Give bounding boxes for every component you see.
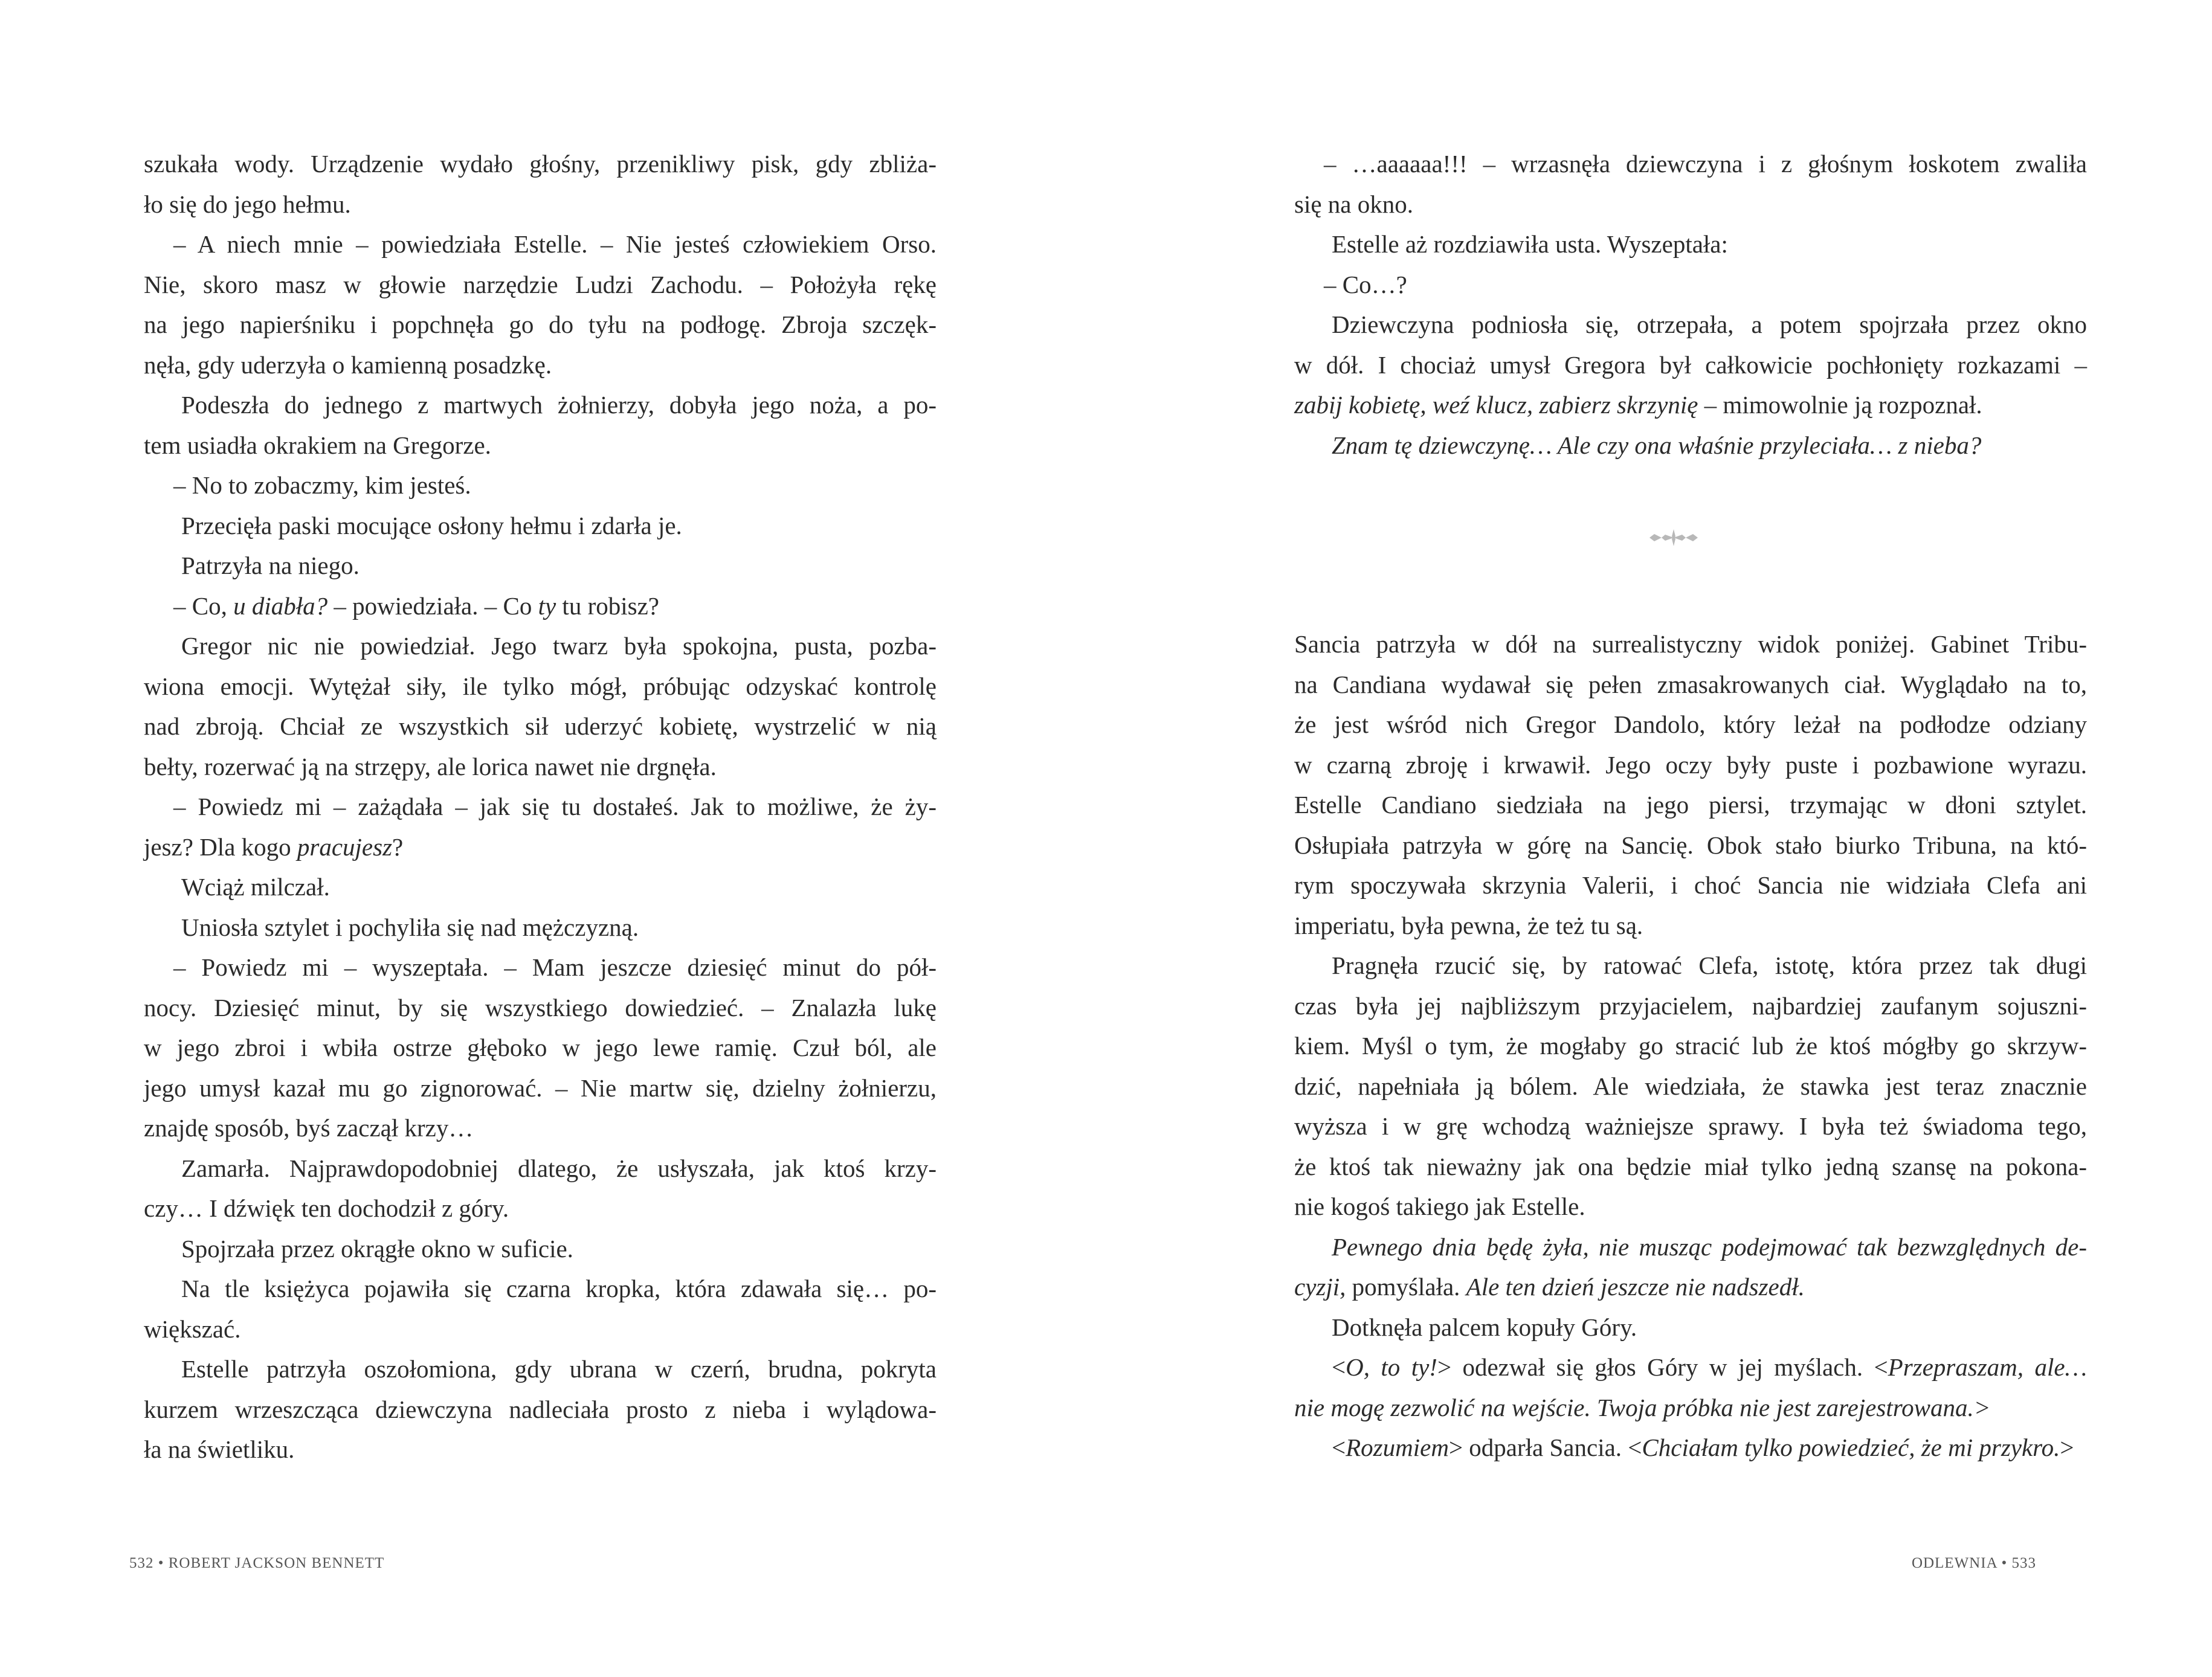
text-line: na jego napierśniku i popchnęła go do tyłu na podłogę. Zbroja szczęk- xyxy=(144,311,937,338)
text-line: – No to zobaczmy, kim jesteś. xyxy=(173,471,471,499)
text-line: na Candiana wydawał się pełen zmasakrowanych ciał. Wyglądało na to, xyxy=(1294,670,2087,698)
text-line: Pewnego dnia będę żyła, nie musząc podejmować tak bezwzględnych de- xyxy=(1332,1232,2087,1261)
italic-text: O, to ty! xyxy=(1346,1353,1437,1381)
text-segment: > odezwał się głos Góry w jej myślach. < xyxy=(1437,1353,1888,1381)
text-segment: ? xyxy=(392,832,404,861)
text-line xyxy=(144,586,937,626)
text-line xyxy=(1294,1267,2087,1307)
text-line: nie mogę zezwolić na wejście. Twoja próbka nie jest zarejestrowana.> xyxy=(1294,1393,1991,1421)
italic-text: Rozumiem xyxy=(1346,1434,1449,1461)
right-page-text-top xyxy=(1294,144,2087,465)
text-line: wyższa i w grę wchodzą ważniejsze sprawy. I była też świadoma tego, xyxy=(1294,1112,2087,1140)
text-line: Pragnęła rzucić się, by ratować Clefa, istotę, która przez tak długi xyxy=(1332,951,2087,979)
text-segment: – Co, xyxy=(173,591,234,620)
text-line: szukała wody. Urządzenie wydało głośny, przenikliwy pisk, gdy zbliża- xyxy=(144,150,937,178)
text-line: że jest wśród nich Gregor Dandolo, który leżał na podłodze odziany xyxy=(1294,710,2087,738)
text-line: Uniosła sztylet i pochyliła się nad mężczyzną. xyxy=(181,913,639,941)
text-line: Nie, skoro masz w głowie narzędzie Ludzi Zachodu. – Położyła rękę xyxy=(144,270,937,298)
text-line: Dziewczyna podniosła się, otrzepała, a potem spojrzała przez okno xyxy=(1332,311,2087,338)
text-segment: jesz? Dla kogo xyxy=(144,832,297,861)
text-line: – Powiedz mi – wyszeptała. – Mam jeszcze dziesięć minut do pół- xyxy=(173,953,937,981)
text-segment: < xyxy=(1332,1353,1346,1381)
text-line: Sancia patrzyła w dół na surrealistyczny widok poniżej. Gabinet Tribu- xyxy=(1294,630,2087,658)
text-line: większać. xyxy=(144,1315,241,1343)
text-line: Wciąż milczał. xyxy=(181,873,330,901)
text-segment: > xyxy=(2060,1434,2074,1461)
text-line: kiem. Myśl o tym, że mogłaby go stracić lub że ktoś mógłby go skrzyw- xyxy=(1294,1032,2087,1060)
text-line: że ktoś tak nieważny jak ona będzie miał tylko jedną szansę na pokona- xyxy=(1294,1152,2087,1180)
italic-text: u diabła? xyxy=(233,591,328,620)
right-page-footer: ODLEWNIA • 533 xyxy=(1911,1555,2036,1571)
italic-text: Chciałam tylko powiedzieć, że mi przykro. xyxy=(1642,1434,2060,1461)
text-segment: – powiedziała. – Co xyxy=(327,591,538,620)
text-line: – A niech mnie – powiedziała Estelle. – Nie jesteś człowiekiem Orso. xyxy=(173,230,937,258)
text-line: Dotknęła palcem kopuły Góry. xyxy=(1332,1313,1637,1341)
text-line xyxy=(1294,1428,2087,1468)
text-line: Gregor nic nie powiedział. Jego twarz była spokojna, pusta, pozba- xyxy=(181,632,937,660)
text-line: imperiatu, była pewna, że też tu są. xyxy=(1294,911,1643,939)
text-line: Znam tę dziewczynę… Ale czy ona właśnie przyleciała… z nieba? xyxy=(1332,431,1982,459)
text-line: nęła, gdy uderzyła o kamienną posadzkę. xyxy=(144,350,552,379)
italic-text: ty xyxy=(538,591,556,620)
text-line: Estelle patrzyła oszołomiona, gdy ubrana w czerń, brudna, pokryta xyxy=(181,1355,937,1383)
text-line: w dół. I chociaż umysł Gregora był całkowicie pochłonięty rozkazami – xyxy=(1294,350,2087,379)
text-line: nie kogoś takiego jak Estelle. xyxy=(1294,1193,1585,1220)
italic-text: Przepraszam, ale… xyxy=(1888,1353,2087,1381)
text-line: – Co…? xyxy=(1324,270,1407,298)
right-page xyxy=(1106,0,2212,1677)
text-segment: pomyślała. xyxy=(1346,1273,1466,1301)
text-line: dzić, napełniała ją bólem. Ale wiedziała, że stawka jest teraz znacznie xyxy=(1294,1072,2087,1100)
text-line: Patrzyła na niego. xyxy=(181,552,360,579)
text-line: w czarną zbroję i krwawił. Jego oczy były puste i pozbawione wyrazu. xyxy=(1294,750,2087,779)
text-line: rym spoczywała skrzynia Valerii, i choć Sancia nie widziała Clefa ani xyxy=(1294,871,2087,899)
text-line: czas była jej najbliższym przyjacielem, najbardziej zaufanym sojuszni- xyxy=(1294,991,2087,1020)
italic-text: pracujesz xyxy=(297,832,393,861)
left-page-text xyxy=(144,144,937,1470)
text-line: Przecięła paski mocujące osłony hełmu i zdarła je. xyxy=(181,511,682,539)
text-line: ło się do jego hełmu. xyxy=(144,190,351,218)
text-segment: – mimowolnie ją rozpoznał. xyxy=(1698,391,1982,419)
text-line xyxy=(144,827,937,867)
text-line: Zamarła. Najprawdopodobniej dlatego, że usłyszała, jak ktoś krzy- xyxy=(181,1154,937,1182)
text-line: Estelle aż rozdziawiła usta. Wyszeptała: xyxy=(1332,230,1728,258)
text-line: bełty, rozerwać ją na strzępy, ale lorica nawet nie drgnęła. xyxy=(144,752,717,781)
text-segment: tu robisz? xyxy=(556,591,659,620)
text-line: Estelle Candiano siedziała na jego piersi, trzymając w dłoni sztylet. xyxy=(1294,791,2087,819)
right-page-text-bottom xyxy=(1294,624,2087,1468)
italic-text: Ale ten dzień jeszcze nie nadszedł. xyxy=(1466,1273,1805,1301)
text-line: się na okno. xyxy=(1294,190,1413,218)
section-break-ornament xyxy=(1643,526,1704,550)
text-line: Na tle księżyca pojawiła się czarna kropka, która zdawała się… po- xyxy=(181,1275,937,1302)
text-line: – …aaaaaa!!! – wrzasnęła dziewczyna i z głośnym łoskotem zwaliła xyxy=(1324,150,2087,178)
left-page-footer: 532 • ROBERT JACKSON BENNETT xyxy=(129,1555,385,1571)
text-segment: > odparła Sancia. < xyxy=(1448,1434,1642,1461)
text-line: tem usiadła okrakiem na Gregorze. xyxy=(144,431,491,459)
text-line: w jego zbroi i wbiła ostrze głęboko w jego lewe ramię. Czuł ból, ale xyxy=(144,1034,937,1061)
text-line: wiona emocji. Wytężał siły, ile tylko mógł, próbując odzyskać kontrolę xyxy=(144,672,937,700)
text-line: Osłupiała patrzyła w górę na Sancię. Obok stało biurko Tribuna, na któ- xyxy=(1294,831,2087,859)
text-line xyxy=(1294,1347,2087,1388)
italic-text: zabij kobietę, weź klucz, zabierz skrzynię xyxy=(1294,391,1698,419)
text-line: Spojrzała przez okrągłe okno w suficie. xyxy=(181,1234,573,1263)
text-line xyxy=(1294,385,2087,425)
text-line: – Powiedz mi – zażądała – jak się tu dostałeś. Jak to możliwe, że ży- xyxy=(173,793,937,820)
text-line: nocy. Dziesięć minut, by się wszystkiego dowiedzieć. – Znalazła lukę xyxy=(144,993,937,1022)
text-segment: < xyxy=(1332,1434,1346,1461)
text-line: jego umysł kazał mu go zignorować. – Nie martw się, dzielny żołnierzu, xyxy=(144,1073,937,1102)
text-line: ła na świetliku. xyxy=(144,1435,295,1463)
text-line: znajdę sposób, byś zaczął krzy… xyxy=(144,1114,474,1142)
text-line: nad zbroją. Chciał ze wszystkich sił uderzyć kobietę, wystrzelić w nią xyxy=(144,712,937,740)
italic-text: cyzji, xyxy=(1294,1273,1346,1301)
text-line: Podeszła do jednego z martwych żołnierzy, dobyła jego noża, a po- xyxy=(181,391,937,419)
text-line: czy… I dźwięk ten dochodził z góry. xyxy=(144,1194,509,1222)
text-line: kurzem wrzeszcząca dziewczyna nadleciała prosto z nieba i wylądowa- xyxy=(144,1395,937,1423)
